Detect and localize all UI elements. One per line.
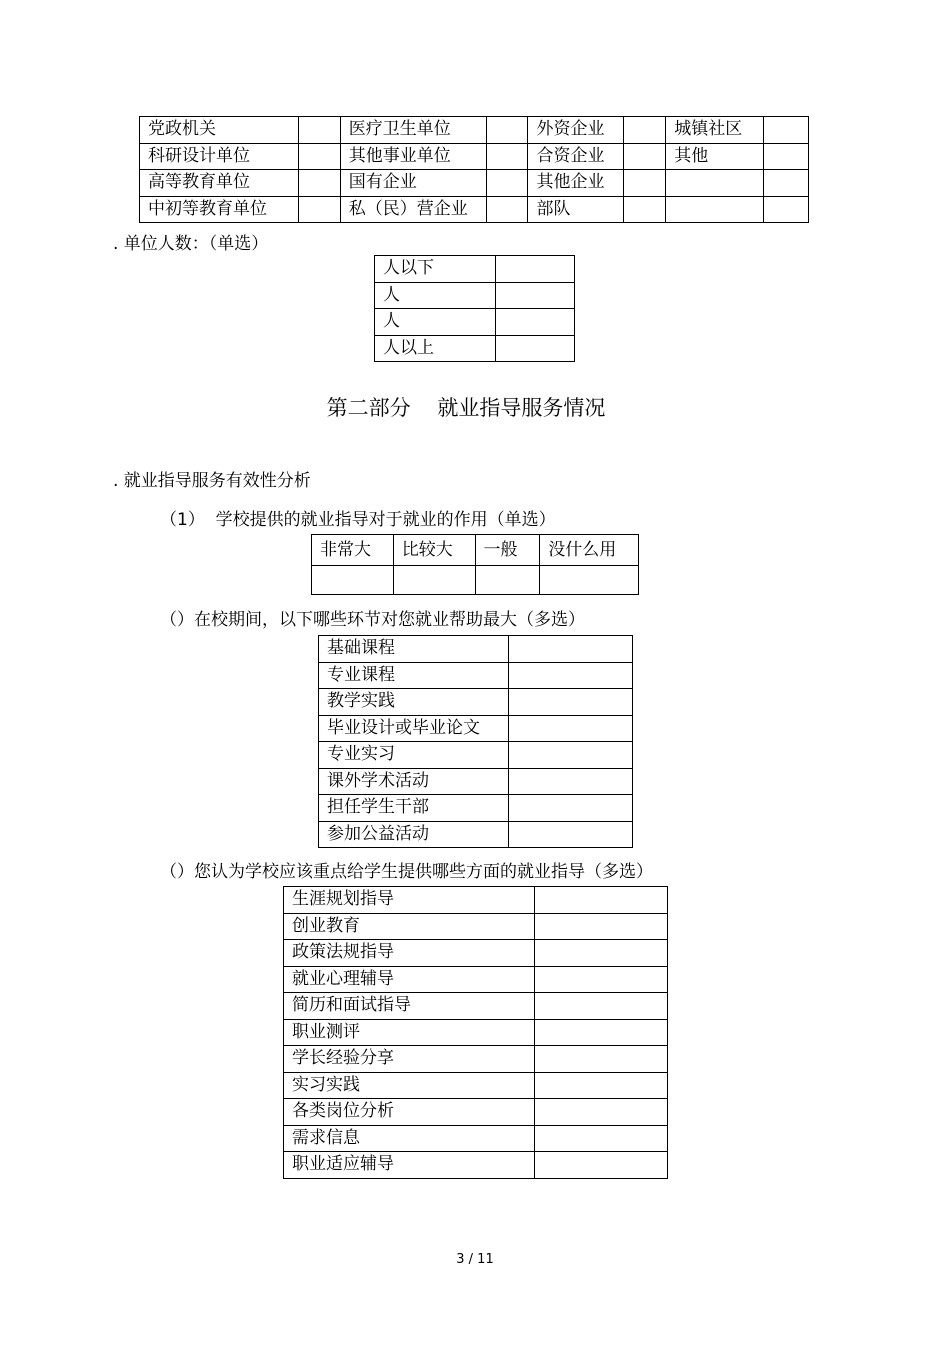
unit-type-checkbox[interactable]	[486, 170, 528, 197]
unit-type-checkbox[interactable]	[298, 170, 340, 197]
table-row	[312, 535, 639, 566]
q3-checkbox[interactable]	[534, 940, 668, 967]
q3-checkbox[interactable]	[534, 1125, 668, 1152]
unit-type-checkbox[interactable]	[298, 196, 340, 223]
q1-answer-cell[interactable]	[312, 566, 394, 595]
unit-size-option: 人以上	[375, 335, 496, 362]
table-row	[375, 256, 575, 283]
unit-type-label: 私（民）营企业	[340, 196, 486, 223]
q3-option: 职业适应辅导	[284, 1152, 535, 1179]
unit-type-label: 合资企业	[528, 143, 624, 170]
sub-heading: . 就业指导服务有效性分析	[113, 471, 311, 491]
q2-option: 担任学生干部	[319, 795, 509, 822]
q3-checkbox[interactable]	[534, 1072, 668, 1099]
table-row	[319, 821, 633, 848]
table-row	[319, 742, 633, 769]
table-row	[375, 282, 575, 309]
q3-table	[283, 886, 668, 1179]
q2-label: （）在校期间，以下哪些环节对您就业帮助最大（多选）	[160, 610, 585, 630]
q2-checkbox[interactable]	[508, 689, 632, 716]
unit-type-label: 部队	[528, 196, 624, 223]
table-row	[319, 795, 633, 822]
table-row	[284, 887, 668, 914]
q2-checkbox[interactable]	[508, 636, 632, 663]
q3-checkbox[interactable]	[534, 966, 668, 993]
unit-size-option: 人	[375, 282, 496, 309]
q2-option: 毕业设计或毕业论文	[319, 715, 509, 742]
q3-option: 政策法规指导	[284, 940, 535, 967]
unit-type-checkbox[interactable]	[624, 196, 666, 223]
unit-size-checkbox[interactable]	[495, 282, 574, 309]
unit-type-checkbox[interactable]	[624, 170, 666, 197]
q3-checkbox[interactable]	[534, 1019, 668, 1046]
unit-type-checkbox[interactable]	[624, 117, 666, 144]
unit-type-label: 外资企业	[528, 117, 624, 144]
q3-option: 简历和面试指导	[284, 993, 535, 1020]
q2-checkbox[interactable]	[508, 795, 632, 822]
q2-checkbox[interactable]	[508, 715, 632, 742]
unit-size-table	[374, 255, 575, 362]
q3-checkbox[interactable]	[534, 1152, 668, 1179]
table-row	[140, 143, 809, 170]
q3-checkbox[interactable]	[534, 887, 668, 914]
unit-size-checkbox[interactable]	[495, 256, 574, 283]
q3-checkbox[interactable]	[534, 1046, 668, 1073]
unit-type-label: 其他企业	[528, 170, 624, 197]
table-row	[284, 1046, 668, 1073]
unit-type-checkbox[interactable]	[298, 143, 340, 170]
q3-option: 需求信息	[284, 1125, 535, 1152]
table-row	[284, 993, 668, 1020]
table-row	[319, 636, 633, 663]
q2-checkbox[interactable]	[508, 742, 632, 769]
q1-option-header: 没什么用	[540, 535, 639, 566]
unit-type-label: 科研设计单位	[140, 143, 299, 170]
q3-option: 职业测评	[284, 1019, 535, 1046]
q1-option-header: 非常大	[312, 535, 394, 566]
unit-type-checkbox[interactable]	[624, 143, 666, 170]
unit-size-option: 人	[375, 309, 496, 336]
table-row	[284, 966, 668, 993]
table-row	[375, 335, 575, 362]
unit-type-label: 其他事业单位	[340, 143, 486, 170]
unit-type-checkbox[interactable]	[764, 196, 809, 223]
unit-type-checkbox[interactable]	[764, 117, 809, 144]
table-row	[284, 913, 668, 940]
table-row	[319, 662, 633, 689]
unit-type-table	[139, 116, 809, 223]
q2-table	[318, 635, 633, 848]
unit-type-label: 城镇社区	[666, 117, 764, 144]
q2-option: 基础课程	[319, 636, 509, 663]
table-row	[319, 689, 633, 716]
section-title: 第二部分 就业指导服务情况	[326, 396, 606, 420]
table-row	[284, 1152, 668, 1179]
unit-size-checkbox[interactable]	[495, 309, 574, 336]
unit-type-checkbox[interactable]	[298, 117, 340, 144]
page-number: 3 / 11	[456, 1252, 494, 1267]
q2-option: 专业课程	[319, 662, 509, 689]
table-row	[140, 196, 809, 223]
q1-label: （1） 学校提供的就业指导对于就业的作用（单选）	[160, 510, 556, 530]
table-row	[319, 768, 633, 795]
q3-option: 生涯规划指导	[284, 887, 535, 914]
unit-type-label: 医疗卫生单位	[340, 117, 486, 144]
q3-option: 实习实践	[284, 1072, 535, 1099]
table-row	[375, 309, 575, 336]
q2-checkbox[interactable]	[508, 821, 632, 848]
table-row	[284, 1019, 668, 1046]
unit-type-label: 中初等教育单位	[140, 196, 299, 223]
table-row	[312, 566, 639, 595]
unit-type-checkbox[interactable]	[486, 196, 528, 223]
q2-option: 参加公益活动	[319, 821, 509, 848]
q3-checkbox[interactable]	[534, 913, 668, 940]
unit-type-checkbox[interactable]	[486, 143, 528, 170]
q3-option: 就业心理辅导	[284, 966, 535, 993]
q2-checkbox[interactable]	[508, 662, 632, 689]
table-row	[284, 940, 668, 967]
unit-size-question: . 单位人数：（单选）	[113, 234, 269, 254]
q1-option-header: 一般	[475, 535, 540, 566]
unit-type-checkbox[interactable]	[486, 117, 528, 144]
q3-checkbox[interactable]	[534, 993, 668, 1020]
q2-option: 课外学术活动	[319, 768, 509, 795]
q1-answer-cell[interactable]	[393, 566, 475, 595]
unit-type-checkbox[interactable]	[764, 170, 809, 197]
unit-type-label: 国有企业	[340, 170, 486, 197]
q1-table	[311, 534, 639, 595]
q3-option: 学长经验分享	[284, 1046, 535, 1073]
q2-option: 专业实习	[319, 742, 509, 769]
q3-label: （）您认为学校应该重点给学生提供哪些方面的就业指导（多选）	[160, 862, 653, 882]
unit-type-checkbox[interactable]	[764, 143, 809, 170]
q1-answer-cell[interactable]	[475, 566, 540, 595]
q1-option-header: 比较大	[393, 535, 475, 566]
q3-option: 创业教育	[284, 913, 535, 940]
table-row	[284, 1125, 668, 1152]
q2-checkbox[interactable]	[508, 768, 632, 795]
unit-size-checkbox[interactable]	[495, 335, 574, 362]
q1-answer-cell[interactable]	[540, 566, 639, 595]
table-row	[140, 170, 809, 197]
unit-type-label: 党政机关	[140, 117, 299, 144]
table-row	[319, 715, 633, 742]
q3-checkbox[interactable]	[534, 1099, 668, 1126]
q2-option: 教学实践	[319, 689, 509, 716]
unit-type-label	[666, 196, 764, 223]
q3-option: 各类岗位分析	[284, 1099, 535, 1126]
table-row	[284, 1099, 668, 1126]
table-row	[284, 1072, 668, 1099]
unit-type-label: 高等教育单位	[140, 170, 299, 197]
unit-type-label: 其他	[666, 143, 764, 170]
table-row	[140, 117, 809, 144]
unit-type-label	[666, 170, 764, 197]
unit-size-option: 人以下	[375, 256, 496, 283]
